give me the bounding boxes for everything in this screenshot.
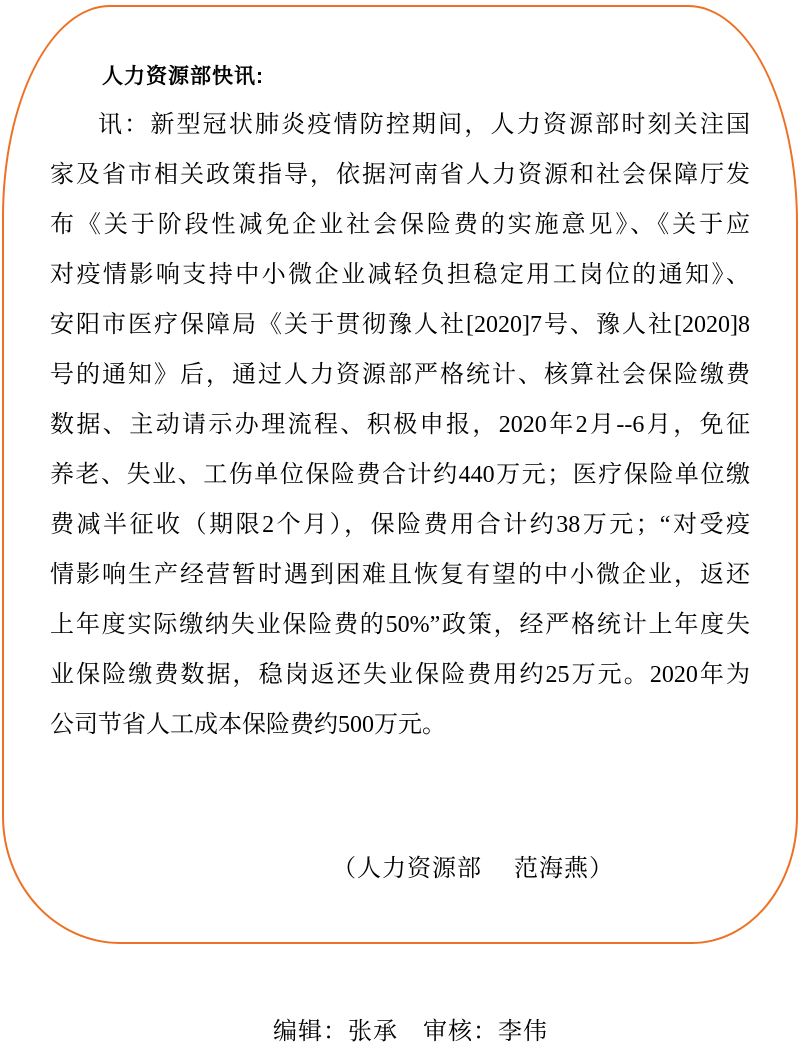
body-line: 布《关于阶段性减免企业社会保险费的实施意见》、《关于应 — [50, 212, 750, 238]
body-line: 数据、主动请示办理流程、积极申报，2020年2月--6月，免征 — [50, 412, 750, 438]
body-line: 公司节省人工成本保险费约500万元。 — [50, 712, 446, 738]
body-line: 上年度实际缴纳失业保险费的50%”政策，经严格统计上年度失 — [50, 612, 750, 638]
body-line: 号的通知》后，通过人力资源部严格统计、核算社会保险缴费 — [50, 362, 750, 388]
signature-line: （人力资源部 范海燕） — [332, 856, 614, 882]
body-line: 讯：新型冠状肺炎疫情防控期间，人力资源部时刻关注国 — [98, 112, 750, 138]
body-line: 费减半征收（期限2个月），保险费用合计约38万元；“对受疫 — [50, 512, 750, 538]
body-line: 安阳市医疗保障局《关于贯彻豫人社[2020]7号、豫人社[2020]8 — [50, 312, 750, 338]
body-line: 养老、失业、工伤单位保险费合计约440万元；医疗保险单位缴 — [50, 462, 750, 488]
body-line: 业保险缴费数据，稳岗返还失业保险费用约25万元。2020年为 — [50, 662, 750, 688]
body-line: 情影响生产经营暂时遇到困难且恢复有望的中小微企业，返还 — [50, 562, 750, 588]
bulletin-body — [50, 100, 750, 750]
footer-credits: 编辑：张承 审核：李伟 — [273, 1019, 548, 1045]
body-line: 家及省市相关政策指导，依据河南省人力资源和社会保障厅发 — [50, 162, 750, 188]
body-line: 对疫情影响支持中小微企业减轻负担稳定用工岗位的通知》、 — [50, 262, 750, 288]
bulletin-heading: 人力资源部快讯: — [102, 65, 264, 88]
